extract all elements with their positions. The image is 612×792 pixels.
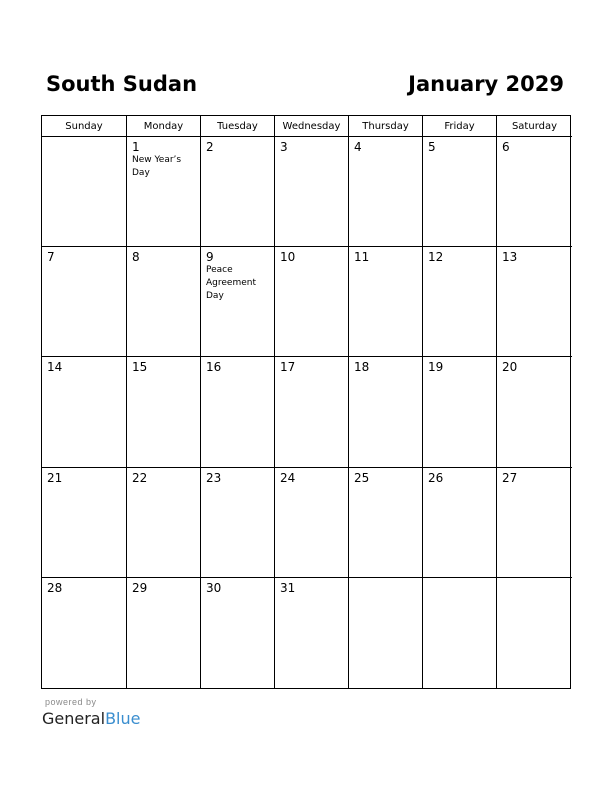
day-cell[interactable] <box>42 247 127 357</box>
day-number: 31 <box>280 580 296 595</box>
day-number: 9 <box>206 250 214 265</box>
day-cell[interactable] <box>423 468 497 578</box>
day-cell[interactable] <box>275 468 349 578</box>
day-number: 27 <box>502 470 518 485</box>
weekday-header-friday: Friday <box>423 116 497 137</box>
weekday-header-monday: Monday <box>127 116 201 137</box>
holiday-label: Peace Agreement Day <box>206 265 256 302</box>
calendar-grid <box>41 115 571 689</box>
day-number: 19 <box>428 360 444 375</box>
generalblue-logo[interactable] <box>42 709 140 728</box>
brand-general-text: General <box>42 709 106 728</box>
day-cell[interactable] <box>127 357 201 467</box>
day-cell[interactable] <box>127 578 201 688</box>
day-number: 29 <box>132 580 148 595</box>
day-number: 24 <box>280 470 296 485</box>
day-number: 4 <box>354 140 362 154</box>
day-number: 20 <box>502 360 518 375</box>
weekday-header-thursday: Thursday <box>349 116 423 137</box>
powered-by-label: powered by <box>45 697 97 707</box>
day-cell[interactable] <box>201 578 275 688</box>
day-number: 3 <box>280 140 288 154</box>
day-cell[interactable] <box>497 578 572 688</box>
day-cell[interactable] <box>275 137 349 247</box>
day-cell[interactable] <box>201 468 275 578</box>
day-cell[interactable] <box>42 137 127 247</box>
day-cell[interactable] <box>349 578 423 688</box>
day-cell[interactable] <box>349 137 423 247</box>
day-cell[interactable] <box>201 357 275 467</box>
day-number: 10 <box>280 250 296 265</box>
day-number: 28 <box>47 580 63 595</box>
day-number: 17 <box>280 360 296 375</box>
weekday-header-wednesday: Wednesday <box>275 116 349 137</box>
day-cell[interactable] <box>349 468 423 578</box>
day-number: 21 <box>47 470 63 485</box>
brand-blue-text: Blue <box>105 709 141 728</box>
day-number: 5 <box>428 140 436 154</box>
day-number: 6 <box>502 140 510 154</box>
holiday-label: New Year’s Day <box>132 155 182 178</box>
day-number: 15 <box>132 360 148 375</box>
day-cell[interactable] <box>275 357 349 467</box>
day-cell[interactable] <box>423 578 497 688</box>
month-year-title: January 2029 <box>408 72 564 96</box>
day-number: 8 <box>132 250 140 265</box>
day-number: 30 <box>206 580 222 595</box>
day-cell[interactable] <box>42 468 127 578</box>
day-cell[interactable] <box>201 137 275 247</box>
day-cell[interactable] <box>497 357 572 467</box>
day-cell[interactable] <box>201 247 275 357</box>
day-number: 11 <box>354 250 370 265</box>
day-number: 22 <box>132 470 148 485</box>
day-number: 7 <box>47 250 55 265</box>
day-cell[interactable] <box>349 357 423 467</box>
day-cell[interactable] <box>497 468 572 578</box>
country-title: South Sudan <box>46 72 198 96</box>
weekday-header-sunday: Sunday <box>42 116 127 137</box>
day-number: 23 <box>206 470 222 485</box>
day-cell[interactable] <box>42 578 127 688</box>
day-cell[interactable] <box>349 247 423 357</box>
day-cell[interactable] <box>497 247 572 357</box>
day-number: 2 <box>206 140 214 154</box>
day-number: 1 <box>132 140 140 154</box>
day-number: 18 <box>354 360 370 375</box>
day-cell[interactable] <box>423 247 497 357</box>
weekday-header-saturday: Saturday <box>497 116 572 137</box>
day-cell[interactable] <box>497 137 572 247</box>
day-number: 25 <box>354 470 370 485</box>
day-cell[interactable] <box>275 247 349 357</box>
day-cell[interactable] <box>275 578 349 688</box>
day-number: 13 <box>502 250 518 265</box>
day-cell[interactable] <box>42 357 127 467</box>
day-number: 26 <box>428 470 444 485</box>
day-number: 16 <box>206 360 222 375</box>
day-cell[interactable] <box>127 247 201 357</box>
day-number: 14 <box>47 360 63 375</box>
day-cell[interactable] <box>127 137 201 247</box>
day-cell[interactable] <box>127 468 201 578</box>
day-number: 12 <box>428 250 444 265</box>
day-cell[interactable] <box>423 357 497 467</box>
day-cell[interactable] <box>423 137 497 247</box>
weekday-header-tuesday: Tuesday <box>201 116 275 137</box>
